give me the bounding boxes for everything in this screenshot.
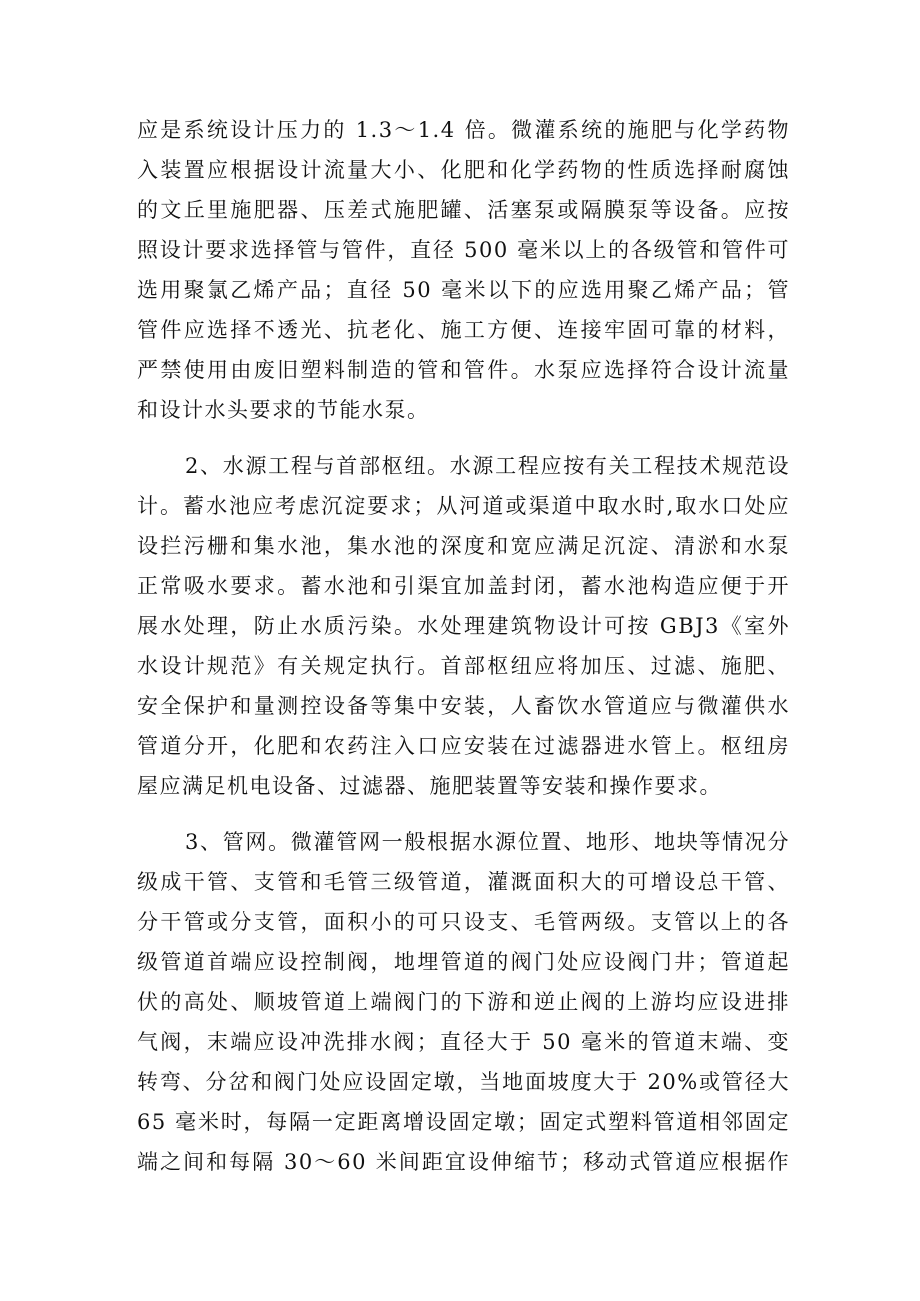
text-line: 管道分开，化肥和农药注入口应安装在过滤器进水管上。枢纽房 (137, 734, 790, 758)
text-line: 端之间和每隔 30～60 米间距宜设伸缩节；移动式管道应根据作 (137, 1150, 790, 1174)
text-line: 转弯、分岔和阀门处应设固定墩，当地面坡度大于 20%或管径大 (137, 1070, 790, 1094)
text-line: 气阀，末端应设冲洗排水阀；直径大于 50 毫米的管道末端、变 (137, 1030, 790, 1054)
paragraph-continuation (137, 110, 790, 430)
text-line: 展水处理，防止水质污染。水处理建筑物设计可按 GBJ3《室外 (137, 614, 790, 638)
text-line: 安全保护和量测控设备等集中安装，人畜饮水管道应与微灌供水 (137, 694, 790, 718)
text-line: 3、管网。微灌管网一般根据水源位置、地形、地块等情况分 (185, 830, 790, 854)
text-line: 严禁使用由废旧塑料制造的管和管件。水泵应选择符合设计流量 (137, 358, 790, 382)
text-line: 和设计水头要求的节能水泵。 (137, 398, 430, 422)
text-line: 2、水源工程与首部枢纽。水源工程应按有关工程技术规范设 (185, 454, 790, 478)
body-text (137, 110, 790, 1182)
text-line: 屋应满足机电设备、过滤器、施肥装置等安装和操作要求。 (137, 774, 722, 798)
text-line: 级成干管、支管和毛管三级管道，灌溉面积大的可增设总干管、 (137, 870, 790, 894)
text-line: 的文丘里施肥器、压差式施肥罐、活塞泵或隔膜泵等设备。应按 (137, 198, 790, 222)
text-line: 入装置应根据设计流量大小、化肥和化学药物的性质选择耐腐蚀 (137, 158, 790, 182)
text-line: 管件应选择不透光、抗老化、施工方便、连接牢固可靠的材料， (137, 318, 790, 342)
text-line: 65 毫米时，每隔一定距离增设固定墩；固定式塑料管道相邻固定 (137, 1110, 790, 1134)
text-line: 级管道首端应设控制阀，地埋管道的阀门处应设阀门井；管道起 (137, 950, 790, 974)
text-line: 分干管或分支管，面积小的可只设支、毛管两级。支管以上的各 (137, 910, 790, 934)
text-line: 设拦污栅和集水池，集水池的深度和宽应满足沉淀、清淤和水泵 (137, 534, 790, 558)
text-line: 计。蓄水池应考虑沉淀要求；从河道或渠道中取水时,取水口处应 (137, 494, 790, 518)
text-line: 伏的高处、顺坡管道上端阀门的下游和逆止阀的上游均应设进排 (137, 990, 790, 1014)
paragraph-water-source (137, 446, 790, 806)
text-line: 选用聚氯乙烯产品；直径 50 毫米以下的应选用聚乙烯产品；管 (137, 278, 790, 302)
text-line: 水设计规范》有关规定执行。首部枢纽应将加压、过滤、施肥、 (137, 654, 790, 678)
text-line: 正常吸水要求。蓄水池和引渠宜加盖封闭，蓄水池构造应便于开 (137, 574, 790, 598)
text-line: 照设计要求选择管与管件，直径 500 毫米以上的各级管和管件可 (137, 238, 790, 262)
text-line: 应是系统设计压力的 1.3～1.4 倍。微灌系统的施肥与化学药物 (137, 118, 790, 142)
paragraph-pipe-network (137, 822, 790, 1182)
